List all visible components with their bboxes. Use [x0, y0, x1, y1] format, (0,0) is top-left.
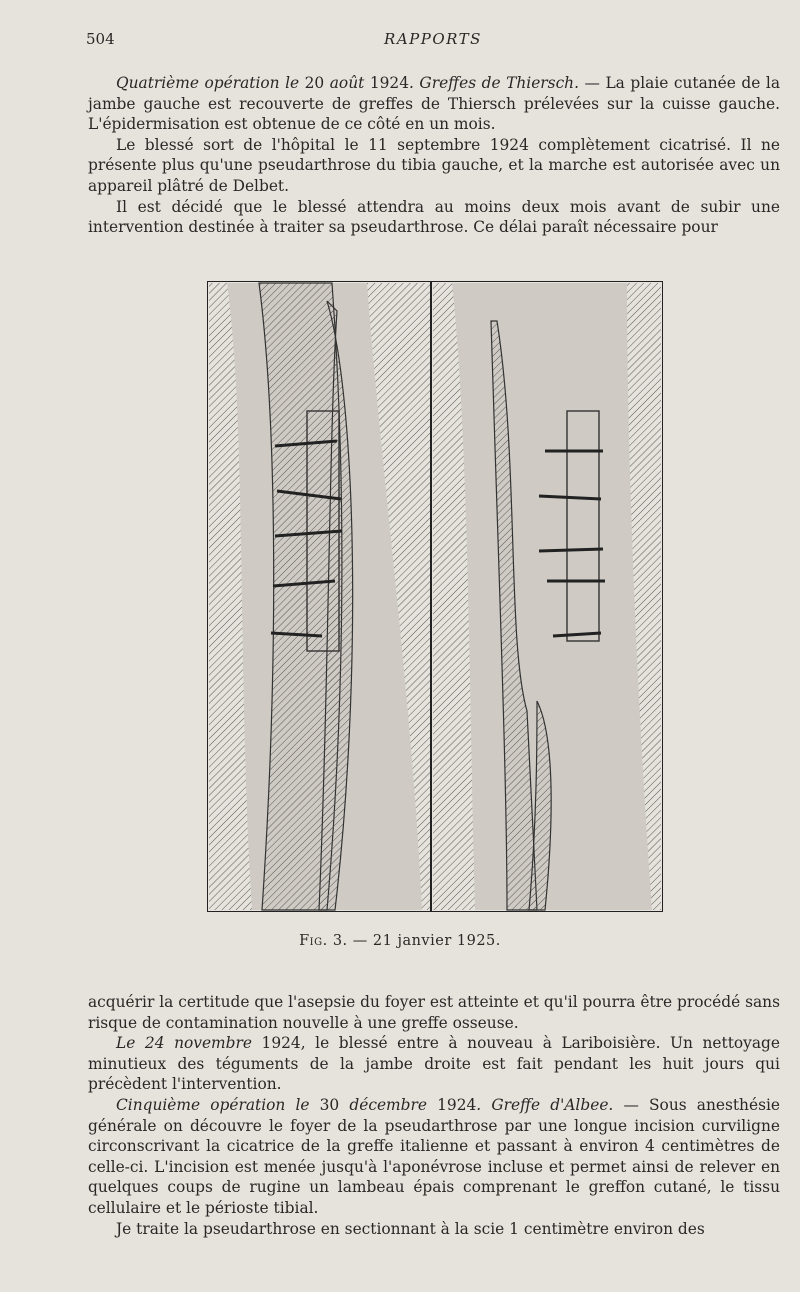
- date-number: 20: [304, 74, 325, 92]
- caption-text: — 21 janvier 1925.: [347, 933, 501, 949]
- page-number: 504: [86, 30, 115, 48]
- italic-month: décembre: [339, 1095, 438, 1114]
- italic-month: août: [324, 74, 370, 92]
- date-number: 30: [319, 1095, 340, 1114]
- italic-title: . Greffes de Thiersch.: [409, 74, 579, 92]
- paragraph: Je traite la pseudarthrose en sectionnant à la scie 1 centimètre environ des: [116, 1219, 705, 1238]
- italic-title: . Greffe d'Albee.: [476, 1095, 614, 1114]
- text-block-top: [88, 73, 780, 238]
- paragraph: [88, 1095, 780, 1219]
- date-year: 1924: [437, 1095, 477, 1114]
- paragraph-text: — Sous anesthésie générale on découvre le foyer de la pseudarthrose par une longue incision curviligne circonscrivant la cicatrice de la greffe italienne et passant à environ 4 centimètres de celle-ci. L'incision est menée jusqu'à l'aponévrose incluse et permet ainsi de relever en quelques coups de rugine un lambeau épais comprenant le greffon cutané, le tissu cellulaire et le périoste tibial.: [88, 1095, 781, 1217]
- figure-caption: [0, 933, 800, 949]
- italic-lead: Cinquième opération le: [116, 1095, 320, 1114]
- paragraph: acquérir la certitude que l'asepsie du foyer est atteinte et qu'il pourra être procédé sans risque de contamination nouvelle à une greffe osseuse.: [88, 993, 780, 1032]
- caption-label: Fig. 3.: [299, 933, 348, 949]
- italic-lead: Le 24 novembre: [116, 1034, 252, 1053]
- paragraph: [88, 73, 780, 135]
- paragraph: Le blessé sort de l'hôpital le 11 septembre 1924 complètement cicatrisé. Il ne présente plus qu'une pseudarthrose du tibia gauche, et la marche est autorisée avec un appareil plâtré de Delbet.: [88, 135, 780, 195]
- italic-lead: Quatrième opération le: [116, 74, 305, 92]
- radiograph-figure: [207, 281, 663, 912]
- date-year: 1924: [369, 74, 409, 92]
- running-title: RAPPORTS: [384, 30, 482, 48]
- paragraph-text: — La plaie cutanée de la jambe gauche est recouverte de greffes de Thiersch prélevées sur la cuisse gauche. L'épidermisation est obtenue de ce côté en un mois.: [88, 74, 781, 134]
- paragraph: Il est décidé que le blessé attendra au moins deux mois avant de subir une intervention destinée à traiter sa pseudarthrose. Ce délai paraît nécessaire pour: [88, 197, 780, 237]
- paragraph: [88, 1033, 780, 1095]
- radiograph-drawing: [207, 281, 663, 912]
- page-header: [86, 30, 780, 50]
- text-block-bottom: [88, 992, 780, 1239]
- paragraph-text: 1924, le blessé entre à nouveau à Lariboisière. Un nettoyage minutieux des téguments de la jambe droite est fait pendant les huit jours qui précèdent l'intervention.: [88, 1034, 780, 1094]
